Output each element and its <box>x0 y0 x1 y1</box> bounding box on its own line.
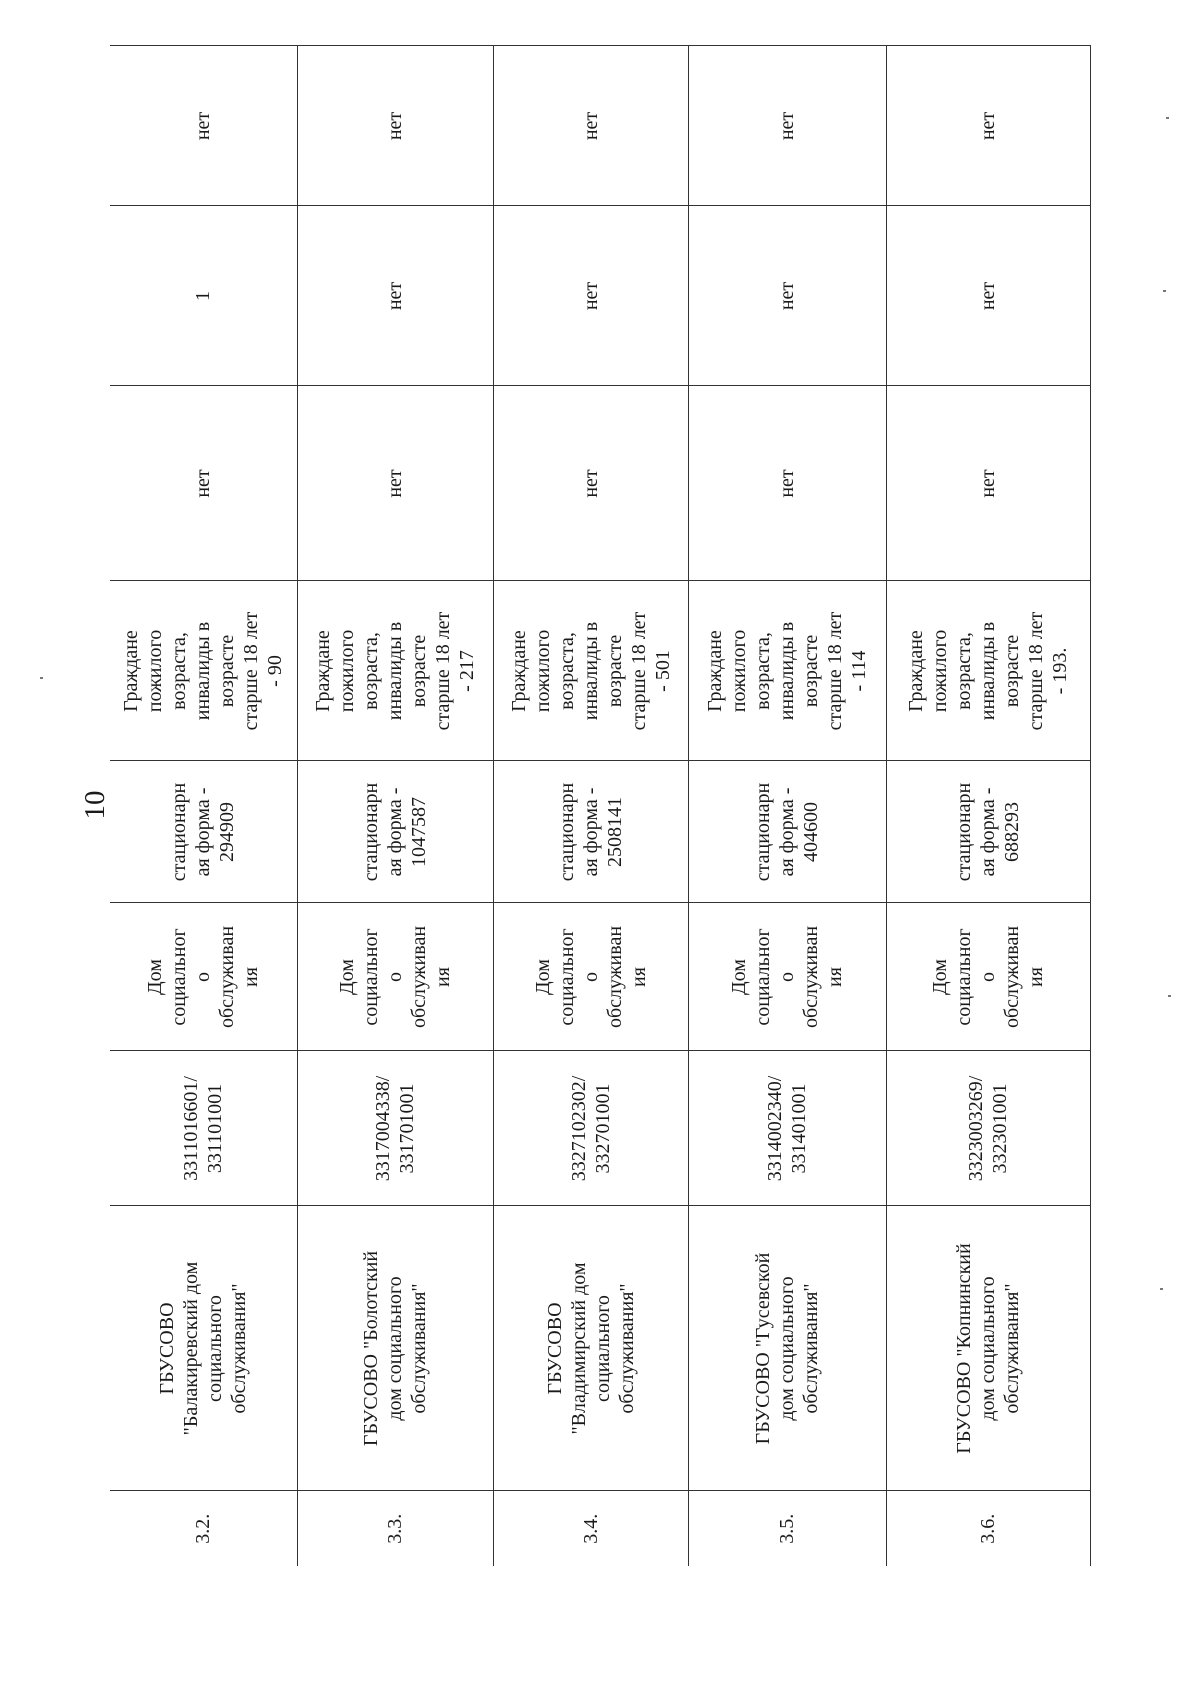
inn-kpp-cell: 3314002340/ 331401001 <box>688 1051 886 1206</box>
institution-type-cell: Дом социальног о обслуживан ия <box>688 903 886 1051</box>
scan-speck <box>1166 117 1169 119</box>
column-9-cell: нет <box>297 46 493 206</box>
row-number-cell: 3.6. <box>886 1491 1090 1566</box>
inn-kpp-cell: 3317004338/ 331701001 <box>297 1051 493 1206</box>
column-8-cell: нет <box>297 206 493 386</box>
institution-name-cell: ГБУСОВО "Болотский дом социального обслуживания" <box>297 1206 493 1491</box>
column-8-cell: нет <box>688 206 886 386</box>
institution-type-cell: Дом социальног о обслуживан ия <box>493 903 688 1051</box>
inn-kpp-cell: 3327102302/ 332701001 <box>493 1051 688 1206</box>
inn-kpp-cell: 3323003269/ 332301001 <box>886 1051 1090 1206</box>
table-container <box>110 111 1090 1566</box>
recipients-cell: Граждане пожилого возраста, инвалиды в возрасте старше 18 лет - 501 <box>493 581 688 761</box>
column-9-cell: нет <box>688 46 886 206</box>
service-form-cell: стационарн ая форма - 2508141 <box>493 761 688 903</box>
inn-kpp-cell: 3311016601/ 331101001 <box>110 1051 297 1206</box>
column-8-cell: нет <box>886 206 1090 386</box>
row-number-cell: 3.4. <box>493 1491 688 1566</box>
recipients-cell: Граждане пожилого возраста, инвалиды в возрасте старше 18 лет - 217 <box>297 581 493 761</box>
recipients-cell: Граждане пожилого возраста, инвалиды в возрасте старше 18 лет - 193. <box>886 581 1090 761</box>
institutions-table <box>110 46 1091 1567</box>
column-7-cell: нет <box>688 386 886 581</box>
column-9-cell: нет <box>493 46 688 206</box>
service-form-cell: стационарн ая форма - 688293 <box>886 761 1090 903</box>
column-7-cell: нет <box>493 386 688 581</box>
row-number-cell: 3.5. <box>688 1491 886 1566</box>
recipients-cell: Граждане пожилого возраста, инвалиды в возрасте старше 18 лет - 114 <box>688 581 886 761</box>
institution-type-cell: Дом социальног о обслуживан ия <box>297 903 493 1051</box>
service-form-cell: стационарн ая форма - 1047587 <box>297 761 493 903</box>
table-row <box>493 46 688 1566</box>
table-row <box>297 46 493 1566</box>
scan-speck <box>40 677 43 679</box>
table-row <box>886 46 1090 1566</box>
service-form-cell: стационарн ая форма - 294909 <box>110 761 297 903</box>
column-9-cell: нет <box>886 46 1090 206</box>
row-number-cell: 3.3. <box>297 1491 493 1566</box>
scan-speck <box>1160 1288 1163 1290</box>
row-number-cell: 3.2. <box>110 1491 297 1566</box>
scan-speck <box>1163 290 1166 292</box>
page-number: 10 <box>79 790 111 820</box>
institution-type-cell: Дом социальног о обслуживан ия <box>886 903 1090 1051</box>
institution-type-cell: Дом социальног о обслуживан ия <box>110 903 297 1051</box>
service-form-cell: стационарн ая форма - 404600 <box>688 761 886 903</box>
column-8-cell: 1 <box>110 206 297 386</box>
column-9-cell: нет <box>110 46 297 206</box>
institution-name-cell: ГБУСОВО "Балакиревский дом социального обслуживания" <box>110 1206 297 1491</box>
institution-name-cell: ГБУСОВО "Копнинский дом социального обслуживания" <box>886 1206 1090 1491</box>
institution-name-cell: ГБУСОВО "Владимирский дом социального обслуживания" <box>493 1206 688 1491</box>
column-7-cell: нет <box>886 386 1090 581</box>
table-row <box>110 46 297 1566</box>
institution-name-cell: ГБУСОВО "Гусевской дом социального обслуживания" <box>688 1206 886 1491</box>
column-7-cell: нет <box>297 386 493 581</box>
table-row <box>688 46 886 1566</box>
column-8-cell: нет <box>493 206 688 386</box>
recipients-cell: Граждане пожилого возраста, инвалиды в возрасте старше 18 лет - 90 <box>110 581 297 761</box>
scan-speck <box>1168 995 1171 997</box>
column-7-cell: нет <box>110 386 297 581</box>
